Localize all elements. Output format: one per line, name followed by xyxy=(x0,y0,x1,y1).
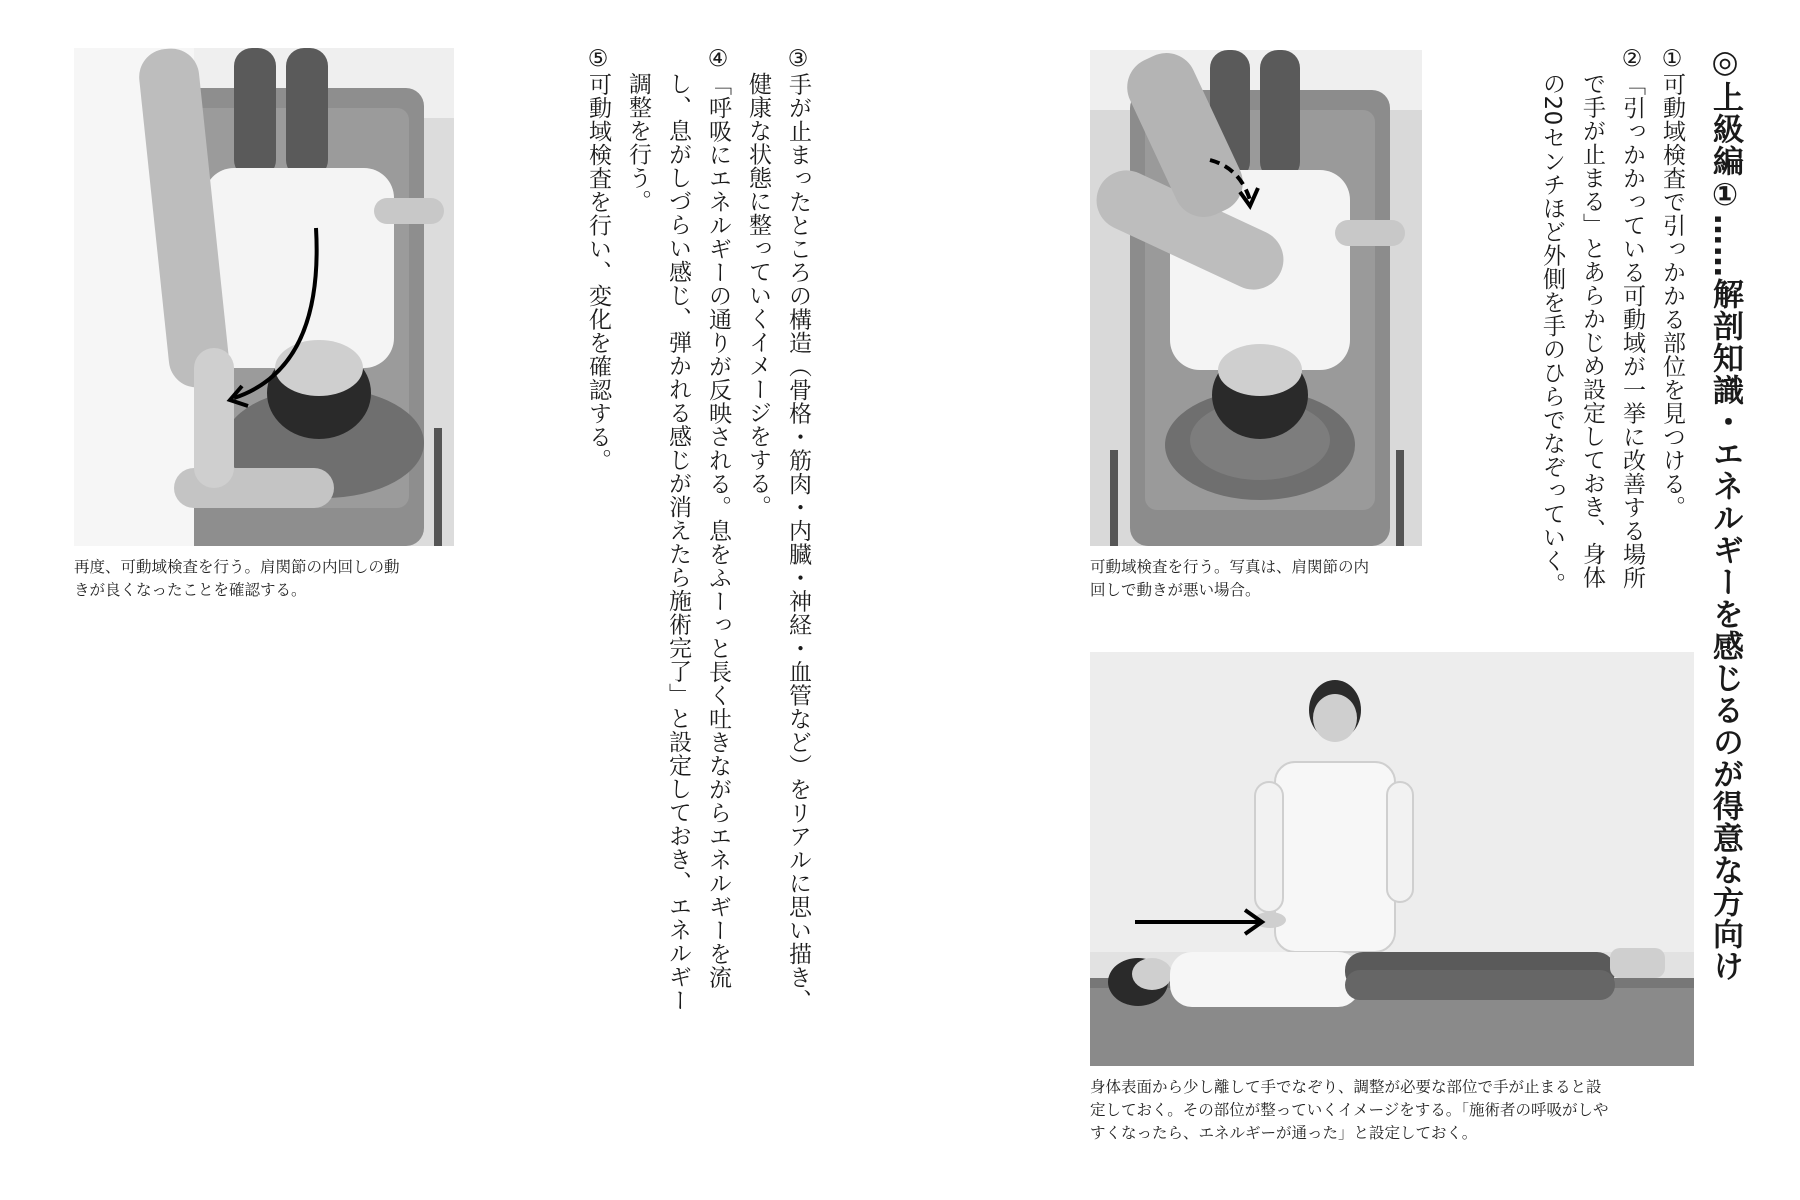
step-3-line-2: 健康な状態に整っていくイメージをする。 xyxy=(745,72,771,519)
step-2-line-3: の20センチほど外側を手のひらでなぞっていく。 xyxy=(1539,72,1565,596)
step-4-line-1: ④「呼吸にエネルギーの通りが反映される。息をふーっと長く吐きながらエネルギーを流 xyxy=(705,46,731,989)
step-3-line-1: ③手が止まったところの構造（骨格・筋肉・内臓・神経・血管など）をリアルに思い描き、 xyxy=(785,46,811,1013)
right-page xyxy=(900,0,1800,1200)
photo-hand-scanning xyxy=(1090,652,1694,1066)
caption-line: 可動域検査を行う。写真は、肩関節の内 xyxy=(1090,558,1370,576)
step-4-line-2: し、息がしづらい感じ、弾かれる感じが消えたら施術完了」と設定しておき、エネルギー xyxy=(665,72,691,1012)
caption-line: 身体表面から少し離して手でなぞり、調整が必要な部位で手が止まると設 xyxy=(1090,1078,1602,1096)
caption-line: すくなったら、エネルギーが通った」と設定しておく。 xyxy=(1090,1124,1478,1142)
step-4-line-3: 調整を行う。 xyxy=(625,72,651,213)
caption-line: 定しておく。その部位が整っていくイメージをする。「施術者の呼吸がしや xyxy=(1090,1101,1609,1119)
caption-line: 再度、可動域検査を行う。肩関節の内回しの動 xyxy=(74,558,400,576)
step-5: ⑤可動域検査を行い、変化を確認する。 xyxy=(585,46,611,472)
photo2-caption xyxy=(1090,1076,1608,1145)
caption-line: 回しで動きが悪い場合。 xyxy=(1090,581,1261,599)
step-2-line-2: で手が止まる」とあらかじめ設定しておき、身体 xyxy=(1579,72,1605,589)
photo1-caption xyxy=(1090,556,1369,602)
caption-line: きが良くなったことを確認する。 xyxy=(74,581,307,599)
photo3-caption xyxy=(74,556,400,602)
section-heading: ◎上級編①……解剖知識・エネルギーを感じるのが得意な方向け xyxy=(1707,44,1743,982)
step-2-line-1: ②「引っかかっている可動域が一挙に改善する場所 xyxy=(1619,46,1645,590)
photo-rom-test-before xyxy=(1090,50,1422,546)
photo-rom-test-after xyxy=(74,48,454,546)
step-1: ①可動域検査で引っかかる部位を見つける。 xyxy=(1659,46,1685,519)
